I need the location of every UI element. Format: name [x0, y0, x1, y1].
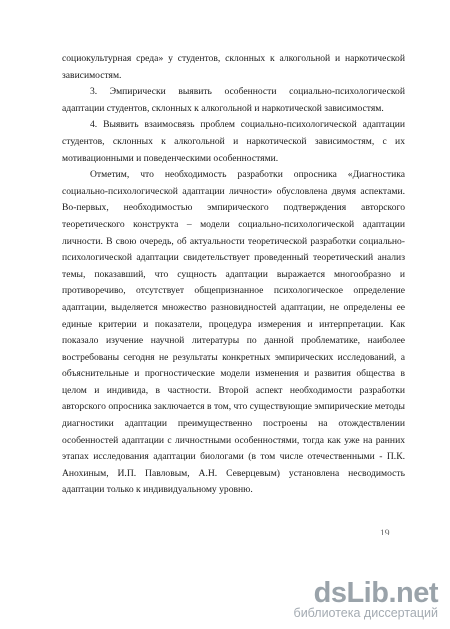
- paragraph-task-4: 4. Выявить взаимосвязь проблем социально-психологической адаптации студентов, склонных к алкогольной и наркотической зависимостям, с их мотивационными и поведенческими особенностями.: [62, 119, 405, 164]
- paragraph-main: Отметим, что необходимость разработки опросника «Диагностика социально-психологической адаптации личности» обусловлена двумя аспектами. Во-первых, необходимостью эмпирического подтверждения авторского теоретического конструкта – модели социально-психологической адаптации личности. В свою очередь, об актуальности теоретической разработки социально-психологической адаптации свидетельствует проведенный теоретический анализ темы, показавший, что сущность адаптации выражается многообразно и противоречиво, отсутствует общепризнанное психологическое определение адаптации, выделяется множество разновидностей адаптации, не определены ее единые критерии и показатели, процедура измерения и интерпретации. Как показало изучение научной литературы по данной проблематике, наиболее востребованы сегодня не результаты конкретных эмпирических исследований, а объяснительные и прогностические модели изменения и развития общества в целом и индивида, в частности. Второй аспект необходимости разработки авторского опросника заключается в том, что существующие эмпирические методы диагностики адаптации преимущественно построены на отождествлении особенностей адаптации с личностными особенностями, тогда как уже на ранних этапах исследования адаптации биологами (в том числе отечественными - П.К. Анохиным, И.П. Павловым, А.Н. Северцевым) установлена несводимость адаптации только к индивидуальному уровню.: [62, 169, 405, 496]
- document-body: [62, 51, 405, 499]
- paragraph-task-3: 3. Эмпирически выявить особенности социально-психологической адаптации студентов, склонных к алкогольной и наркотической зависимостям.: [62, 86, 405, 114]
- watermark-logo: dsLib.net: [313, 577, 438, 609]
- watermark-subtitle: библиотека диссертаций: [293, 606, 438, 620]
- page-number: 19: [380, 529, 390, 535]
- paragraph-continuation: социокультурная среда» у студентов, склонных к алкогольной и наркотической зависимостям.: [62, 53, 405, 81]
